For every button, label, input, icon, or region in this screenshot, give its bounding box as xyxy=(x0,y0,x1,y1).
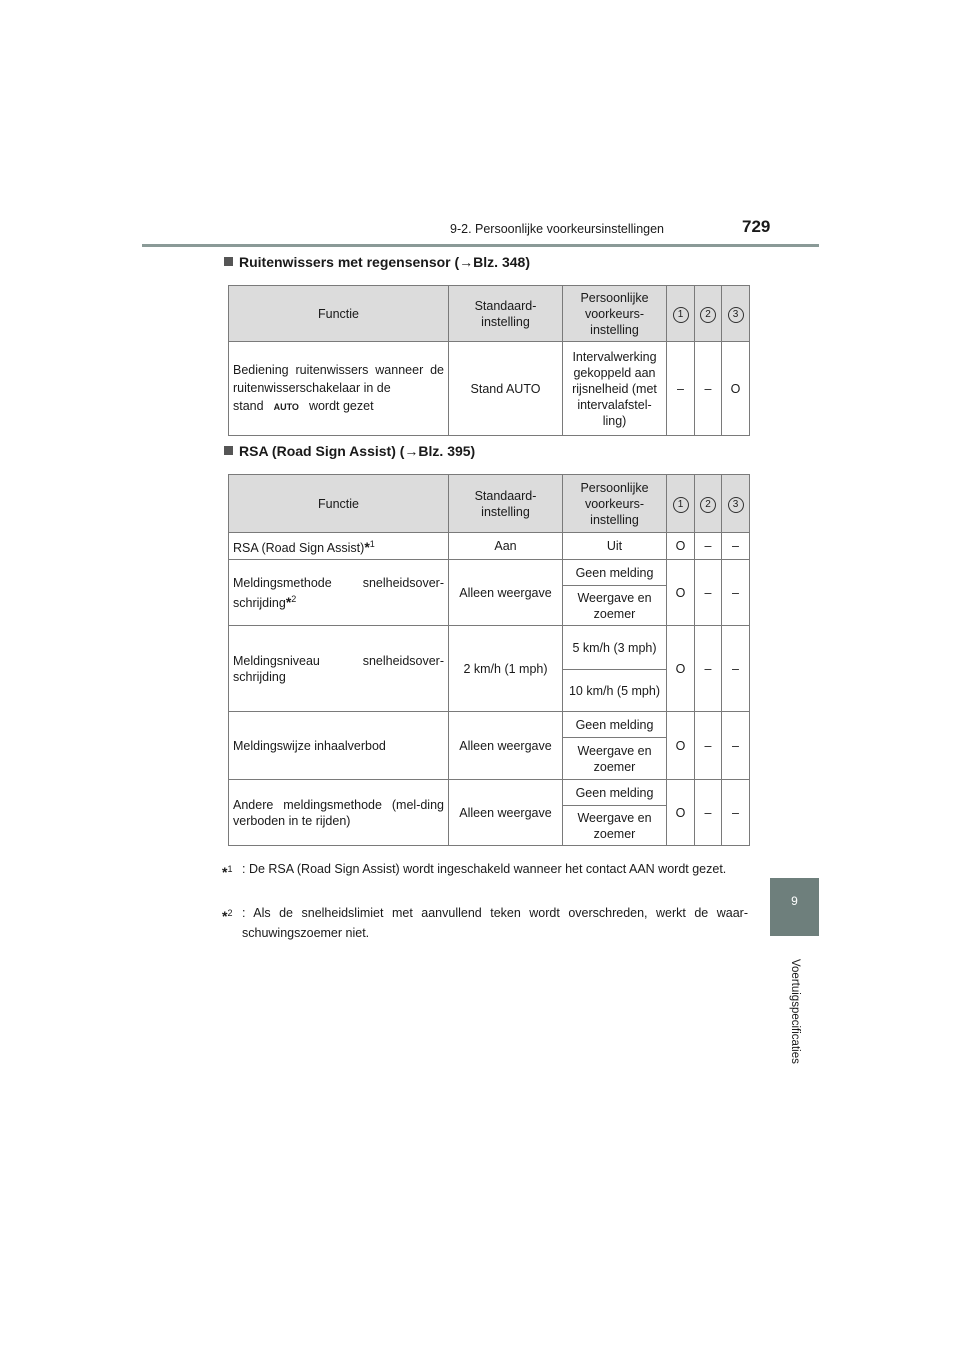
footnote-star: * xyxy=(222,864,228,881)
function-cell: Andere meldingsmethode (mel-ding verboden in te rijden) xyxy=(229,780,449,846)
cell-2: – xyxy=(695,533,722,560)
cell-3: – xyxy=(722,560,750,626)
col-3 xyxy=(722,475,750,533)
circled-1: 1 xyxy=(673,497,689,513)
circled-1: 1 xyxy=(673,307,689,323)
section2-title xyxy=(224,443,475,459)
option-cell: Geen melding xyxy=(563,712,667,738)
circled-3: 3 xyxy=(728,497,744,513)
cell-1: O xyxy=(667,560,695,626)
footnote-2: *$^2$ : Als de snelheidslimiet met aanvullend teken wordt overschreden, werkt de waar-schuwingszoemer niet. xyxy=(222,906,748,940)
table-header-row xyxy=(229,286,750,342)
circled-3: 3 xyxy=(728,307,744,323)
option-cell: 10 km/h (5 mph) xyxy=(563,670,667,712)
table-row xyxy=(229,533,750,560)
cell-3: – xyxy=(722,626,750,712)
col-1 xyxy=(667,475,695,533)
cell-3: – xyxy=(722,712,750,780)
footnote-1: *$^1$ : De RSA (Road Sign Assist) wordt ingeschakeld wanneer het contact AAN wordt gezet. xyxy=(222,862,727,881)
rsa-settings-table xyxy=(228,474,750,846)
col-function: Functie xyxy=(229,475,449,533)
table-row xyxy=(229,560,750,586)
default-cell: Stand AUTO xyxy=(449,342,563,436)
cell-2: – xyxy=(695,560,722,626)
col-custom: Persoonlijke voorkeurs-instelling xyxy=(563,286,667,342)
option-cell: Geen melding xyxy=(563,560,667,586)
table-row xyxy=(229,780,750,806)
footnote-star: * xyxy=(222,908,228,925)
default-cell: Alleen weergave xyxy=(449,712,563,780)
chapter-tab xyxy=(770,878,819,936)
col-1 xyxy=(667,286,695,342)
cell-2: – xyxy=(695,626,722,712)
cell-3: O xyxy=(722,342,750,436)
cell-1: O xyxy=(667,780,695,846)
table-row xyxy=(229,712,750,738)
col-default: Standaard-instelling xyxy=(449,475,563,533)
table-header-row xyxy=(229,475,750,533)
header-section-title: 9-2. Persoonlijke voorkeursinstellingen xyxy=(450,222,665,236)
square-bullet-icon xyxy=(224,446,233,455)
option-cell: 5 km/h (3 mph) xyxy=(563,626,667,670)
table-row xyxy=(229,342,750,436)
wiper-settings-table xyxy=(228,285,750,436)
function-cell: Meldingswijze inhaalverbod xyxy=(229,712,449,780)
footnote-star: * xyxy=(364,539,370,556)
footnote-star: * xyxy=(285,593,292,610)
cell-2: – xyxy=(695,342,722,436)
section2-title-text: RSA (Road Sign Assist) (→Blz. 395) xyxy=(239,443,476,459)
chapter-number: 9 xyxy=(791,894,798,908)
function-cell: Meldingsniveau snelheidsover-schrijding xyxy=(229,626,449,712)
auto-switch-icon: AUTO xyxy=(273,402,299,412)
circled-2: 2 xyxy=(700,497,716,513)
cell-1: O xyxy=(667,533,695,560)
option-cell: Uit xyxy=(563,533,667,560)
option-cell: Geen melding xyxy=(563,780,667,806)
col-default: Standaard-instelling xyxy=(449,286,563,342)
default-cell: 2 km/h (1 mph) xyxy=(449,626,563,712)
col-2 xyxy=(695,475,722,533)
cell-1: O xyxy=(667,712,695,780)
cell-1: O xyxy=(667,626,695,712)
section1-title-text: Ruitenwissers met regensensor (→Blz. 348) xyxy=(239,254,530,270)
col-function: Functie xyxy=(229,286,449,342)
cell-3: – xyxy=(722,533,750,560)
col-2 xyxy=(695,286,722,342)
custom-cell: Intervalwerking gekoppeld aan rijsnelheid (met intervalafstel-ling) xyxy=(563,342,667,436)
option-cell: Weergave en zoemer xyxy=(563,738,667,780)
circled-2: 2 xyxy=(700,307,716,323)
section1-title xyxy=(224,254,530,270)
chapter-label: Voertuigspecificaties xyxy=(789,959,801,1064)
cell-2: – xyxy=(695,712,722,780)
cell-3: – xyxy=(722,780,750,846)
page-number: 729 xyxy=(742,217,771,236)
default-cell: Alleen weergave xyxy=(449,780,563,846)
option-cell: Weergave en zoemer xyxy=(563,586,667,626)
function-cell: RSA (Road Sign Assist)*$^1$ xyxy=(229,533,449,560)
function-cell: Meldingsmethode snelheidsover-schrijding*$^2$ xyxy=(229,560,449,626)
col-custom: Persoonlijke voorkeurs-instelling xyxy=(563,475,667,533)
cell-1: – xyxy=(667,342,695,436)
table-row xyxy=(229,626,750,670)
col-3 xyxy=(722,286,750,342)
default-cell: Aan xyxy=(449,533,563,560)
header-rule xyxy=(142,244,819,247)
option-cell: Weergave en zoemer xyxy=(563,806,667,846)
square-bullet-icon xyxy=(224,257,233,266)
default-cell: Alleen weergave xyxy=(449,560,563,626)
function-cell: Bediening ruitenwissers wanneer de ruitenwisserschakelaar in de stand AUTO wordt gezet xyxy=(229,342,449,436)
cell-2: – xyxy=(695,780,722,846)
